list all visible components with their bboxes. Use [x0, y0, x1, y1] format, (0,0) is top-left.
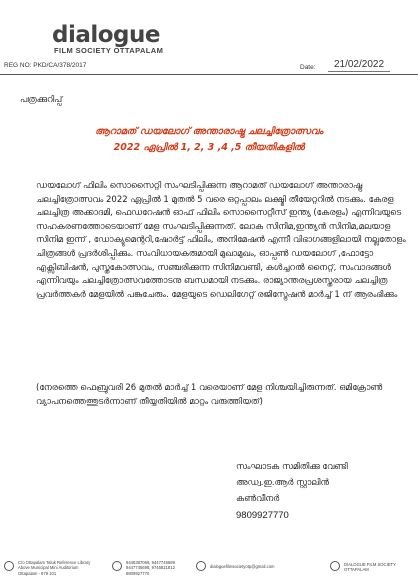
registration-number: REG NO: PKD/CA/378/2017: [4, 62, 87, 69]
body-paragraph-1: ഡയലോഗ് ഫിലിം സൊസൈറ്റി സംഘടിപ്പിക്കുന്ന ആറാമത് ഡയലോഗ് അന്താരാഷ്ട്ര ചലച്ചിത്രോത്സവം 2022 ഏപ്രിൽ 1 മുതൽ 5 വരെ ഒറ്റപ്പാലം ലക്ഷ്മി തീയേറ്ററിൽ നടക്കും. കേരള ചലച്ചിത്ര അക്കാദമി, ഫെഡറേഷൻ ഓഫ് ഫിലിം സൊസൈറ്റീസ് ഇന്ത്യ (കേരളം) എന്നിവയുടെ സഹകരണത്തോടെയാണ് മേള സംഘടിപ്പിക്കുന്നത്. ലോക സിനിമ,ഇന്ത്യൻ സിനിമ,മലയാള സിനിമ ഇന്ന് , ഡോക്യുമെന്ററി,ഷോർട്ട് ഫിലിം, അനിമേഷൻ എന്നീ വിഭാഗങ്ങളിലായി നല്ലതോളം ചിത്രങ്ങൾ പ്രദർശിപ്പിക്കും. സംവിധായകരുമായി മുഖാമുഖം, ഓപ്പൺ ഡയലോഗ് ,ഫോട്ടോ എക്സിബിഷൻ, പുസ്തകോത്സവം, സഞ്ചരിക്കുന്ന സിനിമവണ്ടി, കൾച്ചറൽ നൈറ്റ്, സംവാദങ്ങൾ എന്നിവയും ചലച്ചിത്രോത്സവത്തോടനു ബന്ധമായി നടക്കും. രാജ്യാന്തരപ്രശസ്തരായ ചലച്ചിത്ര പ്രവർത്തകർ മേളയിൽ പങ്കുചേരും. മേളയുടെ ഡെലിഗേറ്റ് രജിസ്ട്രേഷൻ മാർച്ച് 1 ന് ആരംഭിക്കും: [36, 181, 406, 300]
date-label: Date:: [300, 64, 316, 71]
signature-committee: സംഘാടക സമിതിക്കു വേണ്ടി: [236, 462, 348, 472]
footer-email[interactable]: dialoguefilmsocietyotp@gmail.com: [210, 564, 275, 569]
date-value: 21/02/2022: [328, 59, 390, 72]
body-paragraph-2: (നേരത്തെ ഫെബ്രുവരി 26 മുതൽ മാർച്ച് 1 വരെയാണ് മേള നിശ്ചയിച്ചിരുന്നത്. ഒമിക്രോൺ വ്യാപനത്തെത്തുടർന്നാണ് തീയ്യതിയിൽ മാറ്റം വരുത്തിയത്): [36, 383, 383, 407]
facebook-icon: [330, 561, 340, 571]
phone-icon: [112, 561, 122, 571]
signature-role: കൺവീനർ: [236, 494, 280, 504]
footer-phones: 9446387069, 9447745689 9447745698, 9745821812 9809927770: [126, 560, 175, 576]
footer: [0, 555, 418, 587]
logo-subtitle: FILM SOCIETY OTTAPALAM: [54, 46, 164, 55]
logo-wordmark: dialogue: [52, 22, 160, 48]
title-line-2: 2022 ഏപ്രിൽ 1, 2, 3 ,4 ,5 തീയതികളിൽ: [113, 142, 305, 153]
footer-social[interactable]: DIALOGUE FILM SOCIETY OTTAPALAM: [344, 562, 396, 573]
signature-phone: 9809927770: [236, 510, 289, 521]
location-icon: [4, 561, 14, 571]
email-icon: [196, 561, 206, 571]
letterhead: [0, 0, 418, 72]
footer-address: C/o Ottapalam Taluk Reference Library Above Municipal Mini Auditorium Ottapalam - 679 101: [18, 560, 91, 576]
header-divider: [0, 74, 418, 75]
signature-name: അഡ്വ.ഇ.ആർ സ്റ്റാലിൻ: [236, 478, 329, 488]
press-release-label: പത്രക്കുറിപ്പ്: [20, 95, 63, 105]
title-line-1: ആറാമത് ഡയലോഗ് അന്താരാഷ്ട്ര ചലച്ചിത്രോത്സവം: [95, 126, 323, 137]
